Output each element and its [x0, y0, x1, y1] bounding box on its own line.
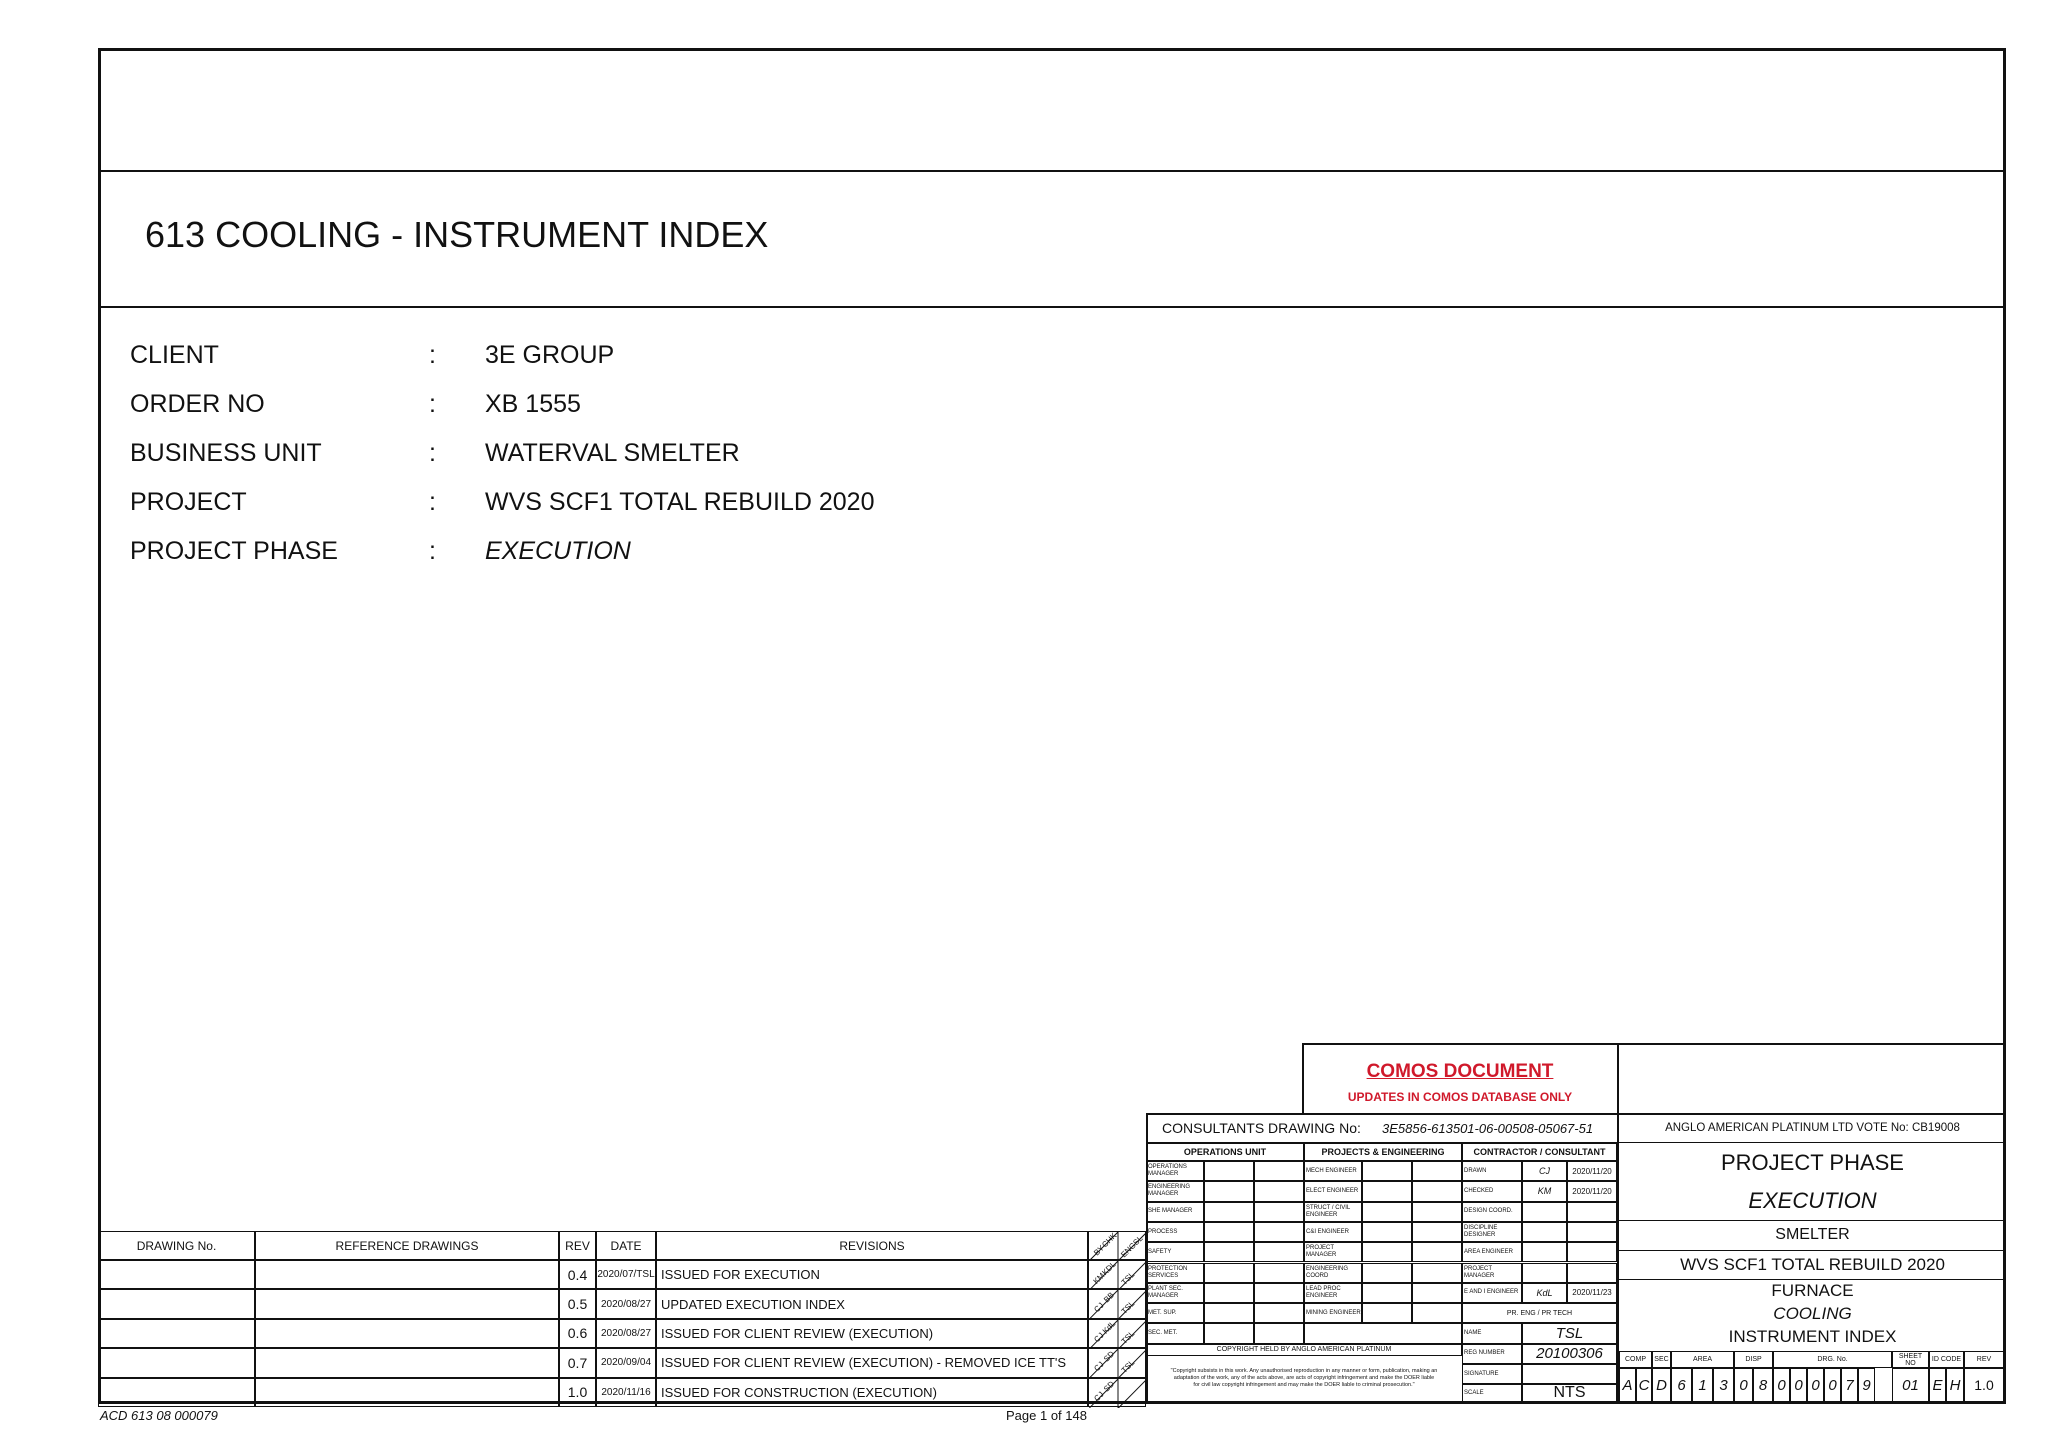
- ops-sign-cell: [1204, 1181, 1254, 1201]
- right-phase-label: PROJECT PHASE: [1721, 1150, 1904, 1175]
- code-value: 1.0: [1964, 1368, 2004, 1402]
- ops-sign-cell: [1204, 1263, 1254, 1283]
- client-value: 3E GROUP: [485, 341, 615, 369]
- contractor-role: CHECKED: [1462, 1181, 1522, 1201]
- rev-initials-cell: [1088, 1319, 1146, 1348]
- rev-number: 0.5: [559, 1289, 596, 1318]
- rev-date: 2020/08/27: [596, 1289, 656, 1318]
- pr-eng-signature-label: SIGNATURE: [1462, 1364, 1522, 1384]
- proj-role: C&I ENGINEER: [1304, 1222, 1362, 1242]
- project-value: WVS SCF1 TOTAL REBUILD 2020: [485, 488, 875, 516]
- contractor-role: DESIGN COORD.: [1462, 1202, 1522, 1222]
- ops-date-cell: [1254, 1181, 1304, 1201]
- ops-date-cell: [1254, 1263, 1304, 1283]
- code-value: 8: [1753, 1368, 1773, 1402]
- eng-label: ENG: [1119, 1240, 1138, 1260]
- proj-date-cell: [1412, 1202, 1462, 1222]
- proj-role: LEAD PROC ENGINEER: [1304, 1283, 1362, 1303]
- contractor-initials: [1522, 1202, 1567, 1222]
- ops-role: SEC. MET.: [1146, 1323, 1204, 1343]
- code-value: D: [1652, 1368, 1671, 1402]
- business-unit-label: BUSINESS UNIT: [130, 439, 322, 467]
- rev-date: 2020/08/27: [596, 1319, 656, 1348]
- rev-date: 2020/07/TSL: [596, 1260, 656, 1289]
- ops-header: OPERATIONS UNIT: [1146, 1143, 1304, 1161]
- rev-by: CJ: [1092, 1360, 1106, 1374]
- code-value: 1: [1692, 1368, 1713, 1402]
- header-divider-bottom: [98, 306, 2006, 308]
- contractor-date: 2020/11/23: [1567, 1283, 1617, 1303]
- pr-eng-reg-value: 20100306: [1522, 1344, 1617, 1364]
- ops-role: PLANT SEC. MANAGER: [1146, 1283, 1204, 1303]
- proj-sign-cell: [1362, 1202, 1412, 1222]
- rev-date: 2020/09/04: [596, 1348, 656, 1377]
- proj-date-cell: [1412, 1161, 1462, 1181]
- proj-sign-cell: [1362, 1283, 1412, 1303]
- code-header: SHEET NO: [1892, 1351, 1929, 1368]
- consultants-label: CONSULTANTS DRAWING No:: [1162, 1120, 1361, 1136]
- rev-by: CJ: [1092, 1389, 1106, 1403]
- pr-eng-name-label: NAME: [1462, 1323, 1522, 1343]
- rev-description: UPDATED EXECUTION INDEX: [656, 1289, 1088, 1318]
- proj-role: ELECT ENGINEER: [1304, 1181, 1362, 1201]
- footer-page: Page 1 of 148: [1006, 1408, 1087, 1423]
- rev-initials-cell: [1088, 1348, 1146, 1377]
- rev-initials-cell: [1088, 1378, 1146, 1407]
- scale-label: SCALE: [1462, 1384, 1522, 1402]
- code-value: 0: [1734, 1368, 1753, 1402]
- order-label: ORDER NO: [130, 390, 265, 418]
- vote-number: ANGLO AMERICAN PLATINUM LTD VOTE No: CB19008: [1665, 1122, 1960, 1134]
- consultants-number: 3E5856-613501-06-00508-05067-51: [1382, 1120, 1594, 1136]
- code-header: SEC: [1652, 1351, 1671, 1368]
- proj-sign-cell: [1362, 1263, 1412, 1283]
- chk-label: CHK: [1100, 1231, 1119, 1250]
- rev-eng: TSL: [1119, 1328, 1137, 1346]
- rev-chk: BB: [1102, 1290, 1116, 1305]
- rev-description: ISSUED FOR EXECUTION: [656, 1260, 1088, 1289]
- proj-role: STRUCT / CIVIL ENGINEER: [1304, 1202, 1362, 1222]
- rev-ref-drawing-cell: [255, 1319, 559, 1348]
- rev-drawing-no-cell: [98, 1289, 255, 1318]
- code-value: 9: [1858, 1368, 1875, 1402]
- ops-sign-cell: [1204, 1242, 1254, 1262]
- colon: :: [429, 341, 436, 369]
- ops-role: OPERATIONS MANAGER: [1146, 1161, 1204, 1181]
- code-header: DISP: [1734, 1351, 1773, 1368]
- pr-eng-reg-label: REG NUMBER: [1462, 1344, 1522, 1364]
- rev-ref-drawing-cell: [255, 1289, 559, 1318]
- contractor-initials: CJ: [1522, 1161, 1567, 1181]
- contractor-date: [1567, 1263, 1617, 1283]
- rev-header-initials: [1088, 1231, 1146, 1260]
- proj-sign-cell: [1362, 1303, 1412, 1323]
- rev-ref-drawing-cell: [255, 1378, 559, 1407]
- code-value: 6: [1671, 1368, 1692, 1402]
- code-header: DRG. No.: [1773, 1351, 1892, 1368]
- rev-eng: TSL: [1119, 1358, 1137, 1376]
- contractor-initials: KdL: [1522, 1283, 1567, 1303]
- rev-drawing-no-cell: [98, 1260, 255, 1289]
- rev-header-revisions: REVISIONS: [656, 1231, 1088, 1260]
- client-label: CLIENT: [130, 341, 219, 369]
- proj-role: MECH ENGINEER: [1304, 1161, 1362, 1181]
- ops-role: ENGINEERING MANAGER: [1146, 1181, 1204, 1201]
- contractor-initials: [1522, 1222, 1567, 1242]
- document-title: 613 COOLING - INSTRUMENT INDEX: [145, 214, 769, 255]
- proj-sign-cell: [1362, 1181, 1412, 1201]
- proj-date-cell: [1412, 1263, 1462, 1283]
- proj-header: PROJECTS & ENGINEERING: [1304, 1143, 1462, 1161]
- right-title-3: INSTRUMENT INDEX: [1728, 1327, 1897, 1346]
- code-value: 01: [1892, 1368, 1929, 1402]
- proj-role: MINING ENGINEER: [1304, 1303, 1362, 1323]
- ops-role: SHE MANAGER: [1146, 1202, 1204, 1222]
- rev-drawing-no-cell: [98, 1378, 255, 1407]
- code-value: H: [1946, 1368, 1964, 1402]
- rev-by: CJ: [1092, 1301, 1106, 1315]
- code-header: ID CODE: [1929, 1351, 1964, 1368]
- rev-by: CJ: [1092, 1330, 1106, 1344]
- ops-date-cell: [1254, 1323, 1304, 1343]
- code-value: C: [1636, 1368, 1652, 1402]
- sl-label: SL: [1131, 1233, 1145, 1248]
- proj-date-cell: [1412, 1242, 1462, 1262]
- rev-chk: SD: [1101, 1349, 1117, 1364]
- code-value: 0: [1790, 1368, 1807, 1402]
- scale-value: NTS: [1522, 1384, 1617, 1402]
- proj-date-cell: [1412, 1181, 1462, 1201]
- contractor-role: AREA ENGINEER: [1462, 1242, 1522, 1262]
- contractor-header: CONTRACTOR / CONSULTANT: [1462, 1143, 1617, 1161]
- code-value: A: [1619, 1368, 1636, 1402]
- rev-date: 2020/11/16: [596, 1378, 656, 1407]
- code-value: 3: [1713, 1368, 1734, 1402]
- ops-date-cell: [1254, 1242, 1304, 1262]
- pr-eng-name-value: TSL: [1522, 1323, 1617, 1343]
- ops-sign-cell: [1204, 1323, 1254, 1343]
- title-block-top-line: [1302, 1043, 2006, 1045]
- ops-role: SAFETY: [1146, 1242, 1204, 1262]
- project-label: PROJECT: [130, 488, 247, 516]
- rev-chk: KDL: [1100, 1259, 1118, 1278]
- ops-role: PROCESS: [1146, 1222, 1204, 1242]
- right-phase-value: EXECUTION: [1748, 1188, 1877, 1213]
- colon: :: [429, 488, 436, 516]
- rev-initials-cell: [1088, 1260, 1146, 1289]
- right-title-2: COOLING: [1773, 1304, 1852, 1323]
- code-header: COMP: [1619, 1351, 1652, 1368]
- rev-number: 0.6: [559, 1319, 596, 1348]
- rev-header-drawing-no: DRAWING No.: [98, 1231, 255, 1260]
- right-site: SMELTER: [1775, 1226, 1850, 1243]
- rev-ref-drawing-cell: [255, 1260, 559, 1289]
- right-title-1: FURNACE: [1771, 1281, 1854, 1300]
- proj-date-cell: [1412, 1283, 1462, 1303]
- rev-number: 0.7: [559, 1348, 596, 1377]
- rev-eng: TSL: [1119, 1270, 1137, 1287]
- rev-ref-drawing-cell: [255, 1348, 559, 1377]
- proj-sign-cell: [1362, 1242, 1412, 1262]
- rev-description: ISSUED FOR CLIENT REVIEW (EXECUTION): [656, 1319, 1088, 1348]
- contractor-role: E AND I ENGINEER: [1462, 1283, 1522, 1303]
- ops-date-cell: [1254, 1202, 1304, 1222]
- contractor-date: [1567, 1222, 1617, 1242]
- ops-date-cell: [1254, 1222, 1304, 1242]
- ops-date-cell: [1254, 1283, 1304, 1303]
- right-project: WVS SCF1 TOTAL REBUILD 2020: [1680, 1255, 1945, 1274]
- contractor-role: PROJECT MANAGER: [1462, 1263, 1522, 1283]
- rev-description: ISSUED FOR CLIENT REVIEW (EXECUTION) - REMOVED ICE TT'S: [656, 1348, 1088, 1377]
- comos-subtitle: UPDATES IN COMOS DATABASE ONLY: [1347, 1090, 1573, 1104]
- rev-eng: TSL: [1119, 1299, 1137, 1317]
- proj-date-cell: [1412, 1222, 1462, 1242]
- diagonal-line: [1118, 1379, 1147, 1408]
- rev-description: ISSUED FOR CONSTRUCTION (EXECUTION): [656, 1378, 1088, 1407]
- rev-number: 0.4: [559, 1260, 596, 1289]
- contractor-role: DISCIPLINE DESIGNER: [1462, 1222, 1522, 1242]
- colon: :: [429, 439, 436, 467]
- rev-by: KM: [1091, 1271, 1107, 1286]
- contractor-initials: KM: [1522, 1181, 1567, 1201]
- contractor-date: 2020/11/20: [1567, 1181, 1617, 1201]
- code-header: REV: [1964, 1351, 2004, 1368]
- by-label: BY: [1092, 1243, 1106, 1258]
- rev-drawing-no-cell: [98, 1319, 255, 1348]
- rev-header-rev: REV: [559, 1231, 596, 1260]
- contractor-initials: [1522, 1242, 1567, 1262]
- copyright-text: "Copyright subsists in this work. Any unauthorised reproduction in any manner or form, publication, making an adaptation of the work, any of the acts above, are acts of copyright infringement and make the DOER liable for civil law copyright infringement and may make the DOER liable to criminal prosecution.": [1170, 1368, 1438, 1389]
- rev-initials-cell: [1088, 1289, 1146, 1318]
- code-header: AREA: [1671, 1351, 1734, 1368]
- ops-date-cell: [1254, 1303, 1304, 1323]
- rev-number: 1.0: [559, 1378, 596, 1407]
- copyright-title: COPYRIGHT HELD BY ANGLO AMERICAN PLATINUM: [1146, 1344, 1462, 1356]
- business-unit-value: WATERVAL SMELTER: [485, 439, 740, 467]
- proj-empty-cell: [1304, 1323, 1462, 1343]
- ops-role: PROTECTION SERVICES: [1146, 1263, 1204, 1283]
- ops-date-cell: [1254, 1161, 1304, 1181]
- ops-sign-cell: [1204, 1202, 1254, 1222]
- project-phase-label: PROJECT PHASE: [130, 537, 338, 565]
- pr-eng-signature-cell: [1522, 1364, 1617, 1384]
- code-value: E: [1929, 1368, 1946, 1402]
- contractor-date: [1567, 1242, 1617, 1262]
- proj-sign-cell: [1362, 1222, 1412, 1242]
- colon: :: [429, 390, 436, 418]
- proj-sign-cell: [1362, 1161, 1412, 1181]
- pr-eng-label: PR. ENG / PR TECH: [1462, 1303, 1617, 1323]
- order-value: XB 1555: [485, 390, 581, 418]
- contractor-date: [1567, 1202, 1617, 1222]
- ops-role: MET. SUP.: [1146, 1303, 1204, 1323]
- project-phase-value: EXECUTION: [485, 537, 631, 565]
- rev-chk: SD: [1101, 1378, 1117, 1394]
- rev-header-date: DATE: [596, 1231, 656, 1260]
- proj-date-cell: [1412, 1303, 1462, 1323]
- ops-sign-cell: [1204, 1222, 1254, 1242]
- header-divider-top: [98, 170, 2006, 172]
- code-value: 0: [1824, 1368, 1841, 1402]
- contractor-initials: [1522, 1263, 1567, 1283]
- proj-role: PROJECT MANAGER: [1304, 1242, 1362, 1262]
- code-value: 7: [1841, 1368, 1858, 1402]
- contractor-date: 2020/11/20: [1567, 1161, 1617, 1181]
- contractor-role: DRAWN: [1462, 1161, 1522, 1181]
- footer-document-number: ACD 613 08 000079: [100, 1408, 218, 1423]
- ops-sign-cell: [1204, 1161, 1254, 1181]
- rev-chk: KdL: [1100, 1319, 1118, 1336]
- code-value: 0: [1773, 1368, 1790, 1402]
- code-value: 0: [1807, 1368, 1824, 1402]
- rev-header-ref-drawings: REFERENCE DRAWINGS: [255, 1231, 559, 1260]
- proj-role: ENGINEERING COORD: [1304, 1263, 1362, 1283]
- rev-drawing-no-cell: [98, 1348, 255, 1377]
- ops-sign-cell: [1204, 1283, 1254, 1303]
- colon: :: [429, 537, 436, 565]
- comos-title: COMOS DOCUMENT: [1366, 1061, 1554, 1082]
- ops-sign-cell: [1204, 1303, 1254, 1323]
